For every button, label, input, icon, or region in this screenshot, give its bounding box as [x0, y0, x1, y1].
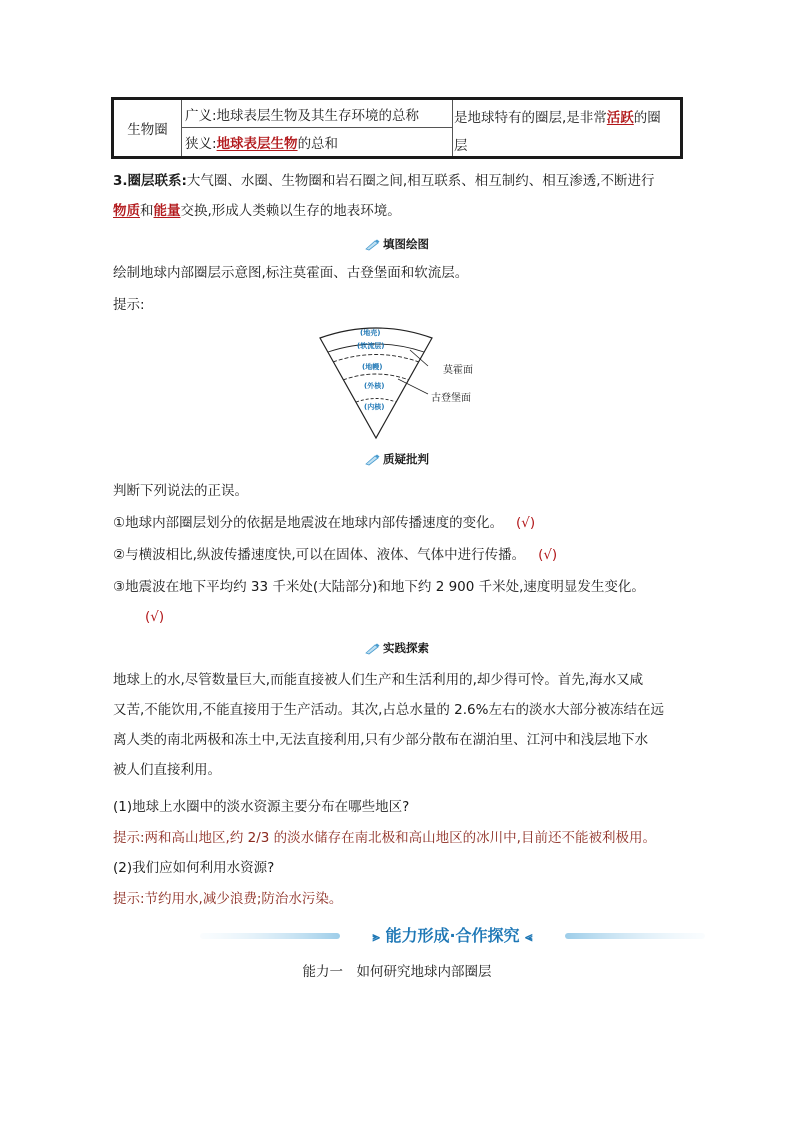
gutenberg-label: 古登堡面 — [431, 393, 471, 404]
judge-item-1 — [113, 508, 685, 538]
feature-text-a: 是地球特有的圈层,是非常 — [454, 110, 607, 126]
practice-paragraph — [113, 665, 685, 785]
feature-highlight: 活跃 — [606, 110, 634, 126]
table-cell-biosphere: 生物圈 — [114, 100, 182, 156]
layer-crust: (地壳) — [360, 329, 381, 337]
judge-item-2-text: ②与横波相比,纵波传播速度快,可以在固体、液体、气体中进行传播。 — [113, 547, 526, 563]
judge-item-3: ③地震波在地下平均约 33 千米处(大陆部分)和地下约 2 900 千米处,速度明显发生变化。 — [113, 579, 645, 595]
table-cell-narrow — [182, 128, 453, 156]
word-and: 和 — [140, 203, 154, 219]
fill-tag — [0, 236, 794, 252]
feature-text-c: 层 — [454, 138, 468, 154]
pen-icon — [365, 239, 381, 251]
banner-left-arrow: ⪢ — [372, 930, 380, 945]
judge-item-1-text: ①地球内部圈层划分的依据是地震波在地球内部传播速度的变化。 — [113, 515, 504, 531]
question-2: (2)我们应如何利用水资源? — [113, 860, 275, 876]
judge-item-2-mark: (√) — [538, 547, 558, 563]
fill-task: 绘制地球内部圈层示意图,标注莫霍面、古登堡面和软流层。 — [113, 265, 469, 281]
layer-mantle: (地幔) — [362, 363, 383, 371]
practice-tag-label: 实践探索 — [383, 641, 429, 655]
banner-title-row — [200, 922, 705, 952]
practice-tag — [0, 640, 794, 656]
judge-intro: 判断下列说法的正误。 — [113, 483, 248, 499]
practice-line: 又苦,不能饮用,不能直接用于生产活动。其次,占总水量的 2.6%左右的淡水大部分被冻结在远 — [113, 702, 664, 718]
pen-icon — [365, 454, 381, 466]
judge-item-2 — [113, 540, 685, 570]
table-cell-feature — [454, 104, 682, 160]
fill-hint: 提示: — [113, 297, 145, 313]
judge-item-3-mark — [145, 602, 245, 632]
answer-2: 提示:节约用水,减少浪费;防治水污染。 — [113, 891, 343, 907]
answer-1: 提示:两和高山地区,约 2/3 的淡水储存在南北极和高山地区的冰川中,目前还不能被利极用。 — [113, 830, 656, 846]
question-1: (1)地球上水圈中的淡水资源主要分布在哪些地区? — [113, 799, 410, 815]
layer-outer-core: (外核) — [364, 382, 385, 390]
section3-paragraph — [113, 166, 685, 226]
layer-asthenosphere: (软流层) — [357, 342, 385, 350]
fill-tag-label: 填图绘图 — [383, 237, 429, 251]
practice-line: 被人们直接利用。 — [113, 762, 221, 778]
judge-tag-label: 质疑批判 — [383, 452, 429, 466]
section3-line2: 交换,形成人类赖以生存的地表环境。 — [180, 203, 401, 219]
practice-line: 离人类的南北两极和冻土中,无法直接利用,只有少部分散布在湖泊里、江河中和浅层地下水 — [113, 732, 649, 748]
banner-right-arrow: ⪡ — [525, 930, 533, 945]
keyword-energy: 能量 — [153, 203, 181, 219]
ability-subheading: 能力一 如何研究地球内部圈层 — [302, 964, 492, 980]
moho-label: 莫霍面 — [443, 365, 473, 376]
table-cell-broad — [182, 100, 453, 128]
feature-text-b: 的圈 — [633, 110, 661, 126]
pen-icon — [365, 643, 381, 655]
broad-definition: 广义:地球表层生物及其生存环境的总称 — [185, 107, 420, 124]
practice-line: 地球上的水,尽管数量巨大,而能直接被人们生产和生活利用的,却少得可怜。首先,海水又咸 — [113, 672, 644, 688]
section3-line1: 大气圈、水圈、生物圈和岩石圈之间,相互联系、相互制约、相互渗透,不断进行 — [186, 173, 655, 189]
narrow-highlight: 地球表层生物 — [216, 136, 298, 152]
banner-title: 能力形成·合作探究 — [385, 926, 520, 945]
judge-item-3-mark-text: (√) — [145, 609, 165, 625]
judge-item-1-mark: (√) — [515, 515, 536, 531]
keyword-matter: 物质 — [113, 203, 140, 219]
section3-label: 3.圈层联系: — [113, 173, 187, 189]
biosphere-table — [111, 97, 683, 159]
narrow-prefix: 狭义: — [185, 136, 217, 152]
narrow-suffix: 的总和 — [297, 136, 339, 152]
judge-tag — [0, 451, 794, 467]
section-banner — [200, 922, 705, 950]
layer-inner-core: (内核) — [364, 403, 385, 411]
earth-layers-diagram — [316, 322, 486, 442]
